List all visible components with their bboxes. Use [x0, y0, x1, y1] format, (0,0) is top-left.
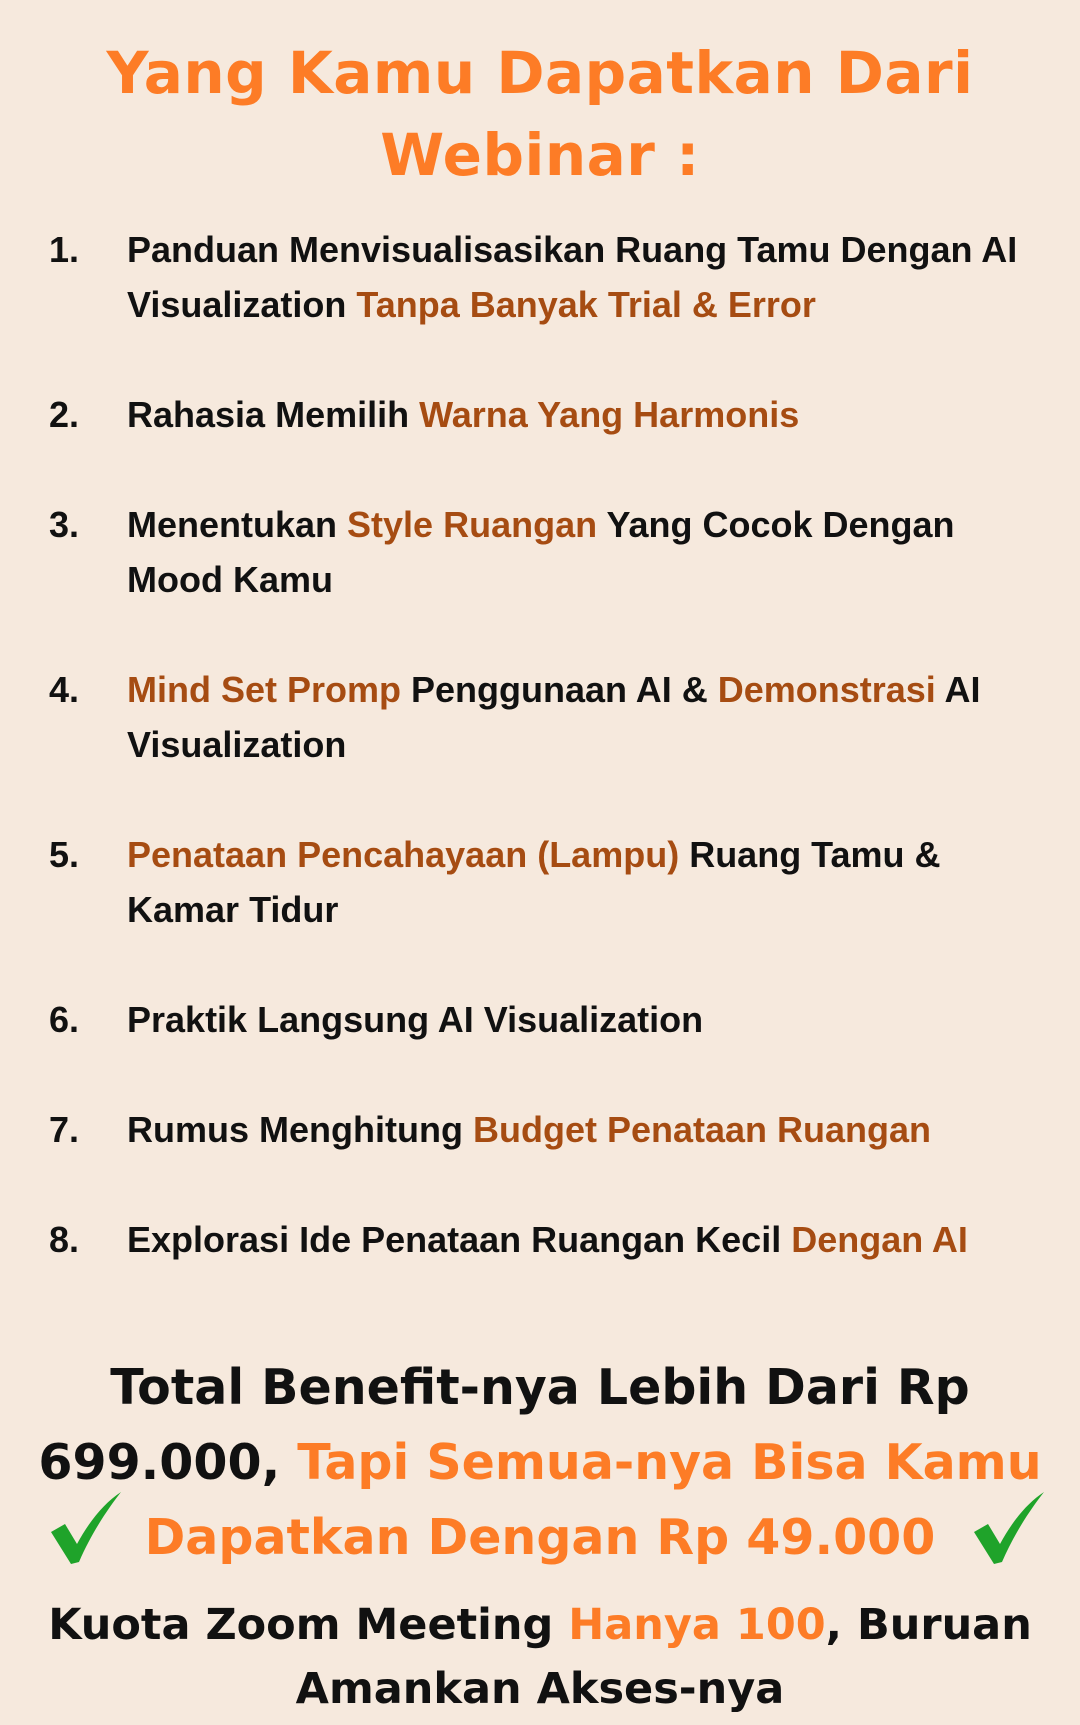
item-text: Praktik Langsung AI Visualization	[127, 999, 704, 1040]
total-benefit	[0, 1350, 1080, 1575]
item-text: Explorasi Ide Penataan Ruangan Kecil Dengan AI	[127, 1219, 968, 1260]
quota-line-2: Amankan Akses-nya	[295, 1664, 785, 1714]
item-text: Menentukan Style Ruangan Yang Cocok Dengan Mood Kamu	[127, 504, 955, 600]
quota-notice	[0, 1593, 1080, 1721]
check-icon	[45, 1488, 125, 1568]
item-number: 1.	[49, 229, 80, 270]
quota-line-1: Kuota Zoom Meeting Hanya 100, Buruan	[48, 1600, 1032, 1650]
item-text: Mind Set Promp Penggunaan AI & Demonstrasi AI Visualization	[127, 669, 981, 765]
total-line-1: Total Benefit-nya Lebih Dari Rp	[110, 1359, 970, 1416]
total-line-3: Dapatkan Dengan Rp 49.000	[144, 1509, 936, 1566]
item-number: 6.	[49, 999, 80, 1040]
item-text: Rumus Menghitung Budget Penataan Ruangan	[127, 1109, 932, 1150]
item-number: 5.	[49, 834, 80, 875]
title-line-1: Yang Kamu Dapatkan Dari	[106, 39, 974, 107]
page-title	[0, 32, 1080, 196]
item-number: 4.	[49, 669, 80, 710]
total-line-2: 699.000, Tapi Semua-nya Bisa Kamu	[38, 1434, 1042, 1491]
item-text: Panduan Menvisualisasikan Ruang Tamu Dengan AI Visualization Tanpa Banyak Trial & Error	[127, 229, 1018, 325]
item-text: Penataan Pencahayaan (Lampu) Ruang Tamu & Kamar Tidur	[127, 834, 941, 930]
title-line-2: Webinar :	[380, 121, 700, 189]
item-number: 8.	[49, 1219, 80, 1260]
item-text: Rahasia Memilih Warna Yang Harmonis	[127, 394, 800, 435]
item-number: 2.	[49, 394, 80, 435]
item-number: 7.	[49, 1109, 80, 1150]
check-icon	[968, 1488, 1048, 1568]
item-number: 3.	[49, 504, 80, 545]
